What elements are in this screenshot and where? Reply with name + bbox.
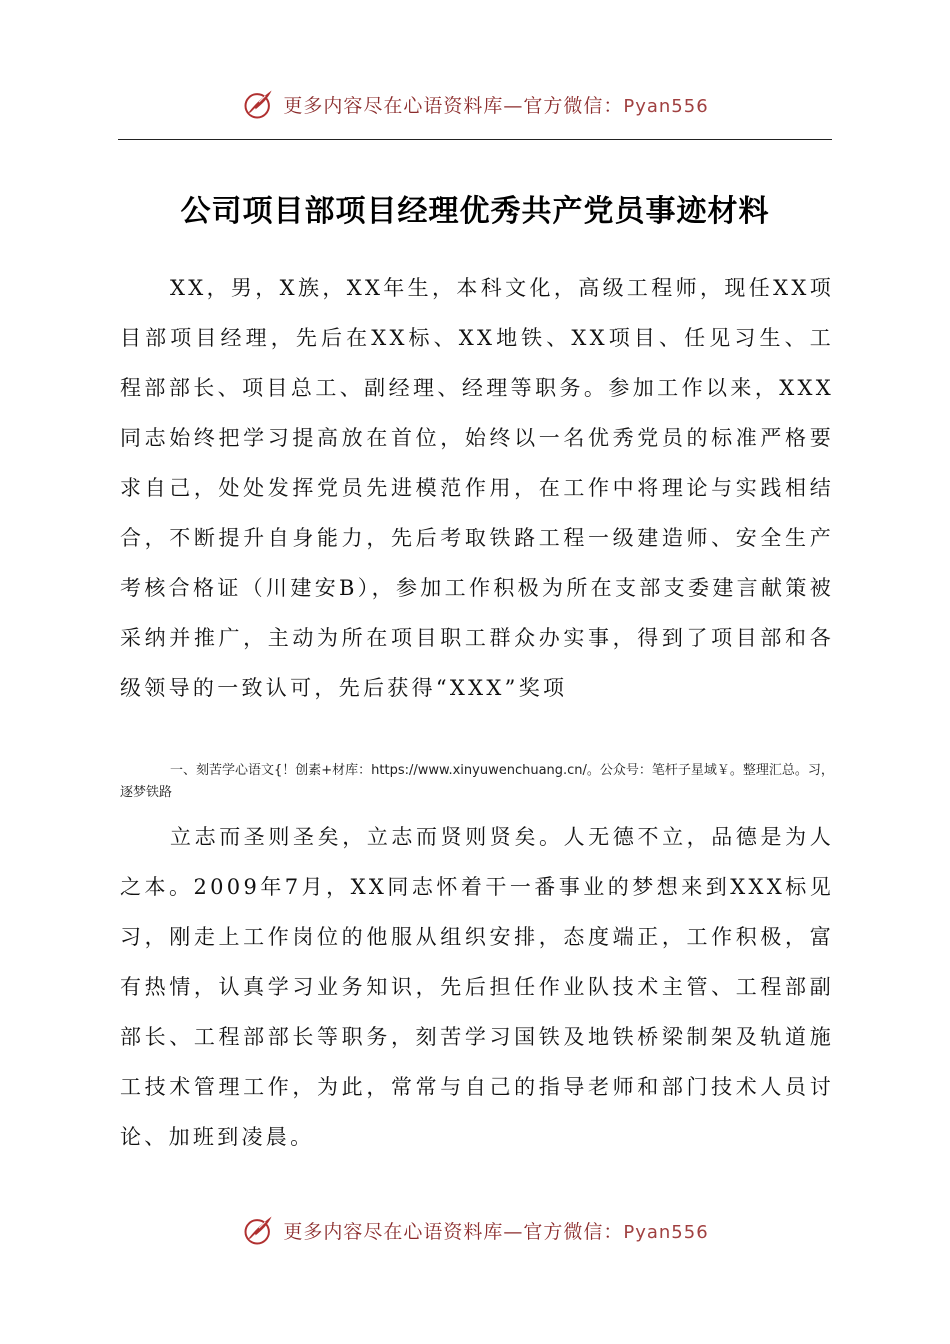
section-note: 一、刻苦学心语文{！创素+材库：https://www.xinyuwenchuang.cn/。公众号：笔杆子星域￥。整理汇总。习，逐梦铁路 [120,763,834,800]
header-divider [118,139,832,140]
header-banner [0,82,950,126]
header-wechat-id: Pyan556 [623,95,709,117]
footer-banner [0,1208,950,1252]
footer-wechat-id: Pyan556 [623,1221,709,1243]
paragraph-ambition: 立志而圣则圣矣，立志而贤则贤矣。人无德不立，品德是为人之本。2009年7月，XX同志怀着干一番事业的梦想来到XXX标见习，刚走上工作岗位的他服从组织安排，态度端正，工作积极，富有热情，认真学习业务知识，先后担任作业队技术主管、工程部副部长、工程部部长等职务，刻苦学习国铁及地铁桥梁制架及轨道施工技术管理工作，为此，常常与自己的指导老师和部门技术人员讨论、加班到凌晨。 [120,825,834,1149]
quill-pen-logo-icon [241,86,277,122]
footer-banner-text [283,1217,708,1244]
quill-pen-logo-icon [241,1212,277,1248]
paragraph-intro: XX，男，X族，XX年生，本科文化，高级工程师，现任XX项目部项目经理，先后在XX标、XX地铁、XX项目、任见习生、工程部部长、项目总工、副经理、经理等职务。参加工作以来，XXX同志始终把学习提高放在首位，始终以一名优秀党员的标准严格要求自己，处处发挥党员先进模范作用，在工作中将理论与实践相结合，不断提升自身能力，先后考取铁路工程一级建造师、安全生产考核合格证（川建安B），参加工作积极为所在支部支委建言献策被采纳并推广，主动为所在项目职工群众办实事，得到了项目部和各级领导的一致认可，先后获得“XXX”奖项 [120,276,834,700]
header-banner-text [283,91,708,118]
header-banner-label: 更多内容尽在心语资料库—官方微信： [283,94,624,117]
footer-banner-label: 更多内容尽在心语资料库—官方微信： [283,1220,624,1243]
document-title: 公司项目部项目经理优秀共产党员事迹材料 [180,194,770,229]
